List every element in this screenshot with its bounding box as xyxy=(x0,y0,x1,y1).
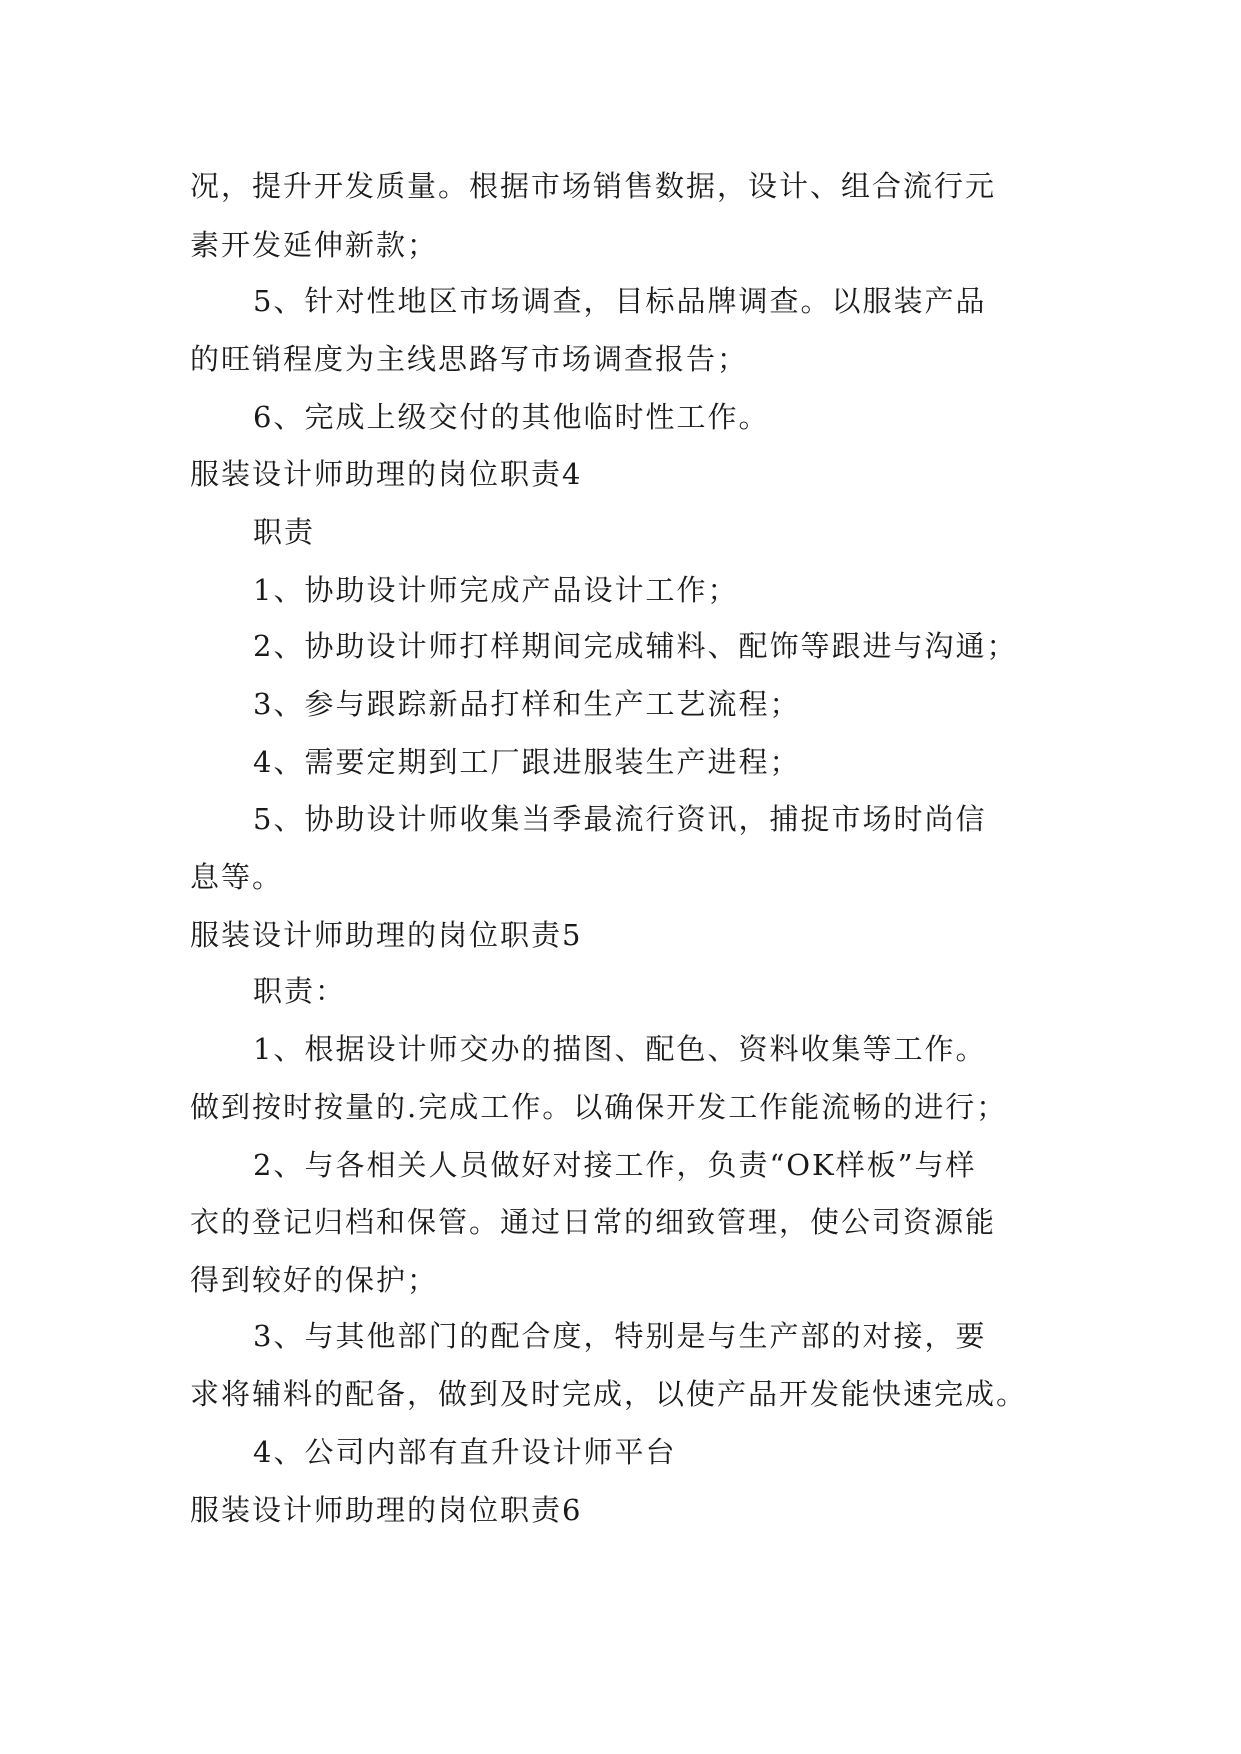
text-line: 素开发延伸新款； xyxy=(190,228,439,262)
list-item: 6、完成上级交付的其他临时性工作。 xyxy=(253,400,770,434)
text-line: 得到较好的保护； xyxy=(190,1263,439,1297)
section-heading: 服装设计师助理的岗位职责4 xyxy=(190,457,583,491)
list-item: 2、与各相关人员做好对接工作，负责“OK样板”与样 xyxy=(253,1148,977,1182)
text-line: 衣的登记归档和保管。通过日常的细致管理，使公司资源能 xyxy=(190,1205,997,1239)
text-line: 的旺销程度为主线思路写市场调查报告； xyxy=(190,342,749,376)
section-heading: 服装设计师助理的岗位职责6 xyxy=(190,1493,583,1527)
text-line: 做到按时按量的.完成工作。以确保开发工作能流畅的进行； xyxy=(190,1090,1008,1124)
section-heading: 服装设计师助理的岗位职责5 xyxy=(190,918,583,952)
list-item: 4、公司内部有直升设计师平台 xyxy=(253,1435,677,1469)
list-item: 3、与其他部门的配合度，特别是与生产部的对接，要 xyxy=(253,1319,987,1353)
text-line: 息等。 xyxy=(190,860,284,894)
text-line: 况，提升开发质量。根据市场销售数据，设计、组合流行元 xyxy=(190,169,997,203)
list-item: 2、协助设计师打样期间完成辅料、配饰等跟进与沟通； xyxy=(253,629,1018,663)
list-item: 4、需要定期到工厂跟进服装生产进程； xyxy=(253,745,801,779)
list-item: 5、协助设计师收集当季最流行资讯，捕捉市场时尚信 xyxy=(253,802,987,836)
list-item: 5、针对性地区市场调查，目标品牌调查。以服装产品 xyxy=(253,284,987,318)
list-item: 3、参与跟踪新品打样和生产工艺流程； xyxy=(253,687,801,721)
subheading: 职责： xyxy=(253,974,347,1008)
text-line: 求将辅料的配备，做到及时完成，以使产品开发能快速完成。 xyxy=(190,1377,1028,1411)
list-item: 1、根据设计师交办的描图、配色、资料收集等工作。 xyxy=(253,1032,987,1066)
list-item: 1、协助设计师完成产品设计工作； xyxy=(253,573,739,607)
subheading: 职责 xyxy=(253,515,316,549)
